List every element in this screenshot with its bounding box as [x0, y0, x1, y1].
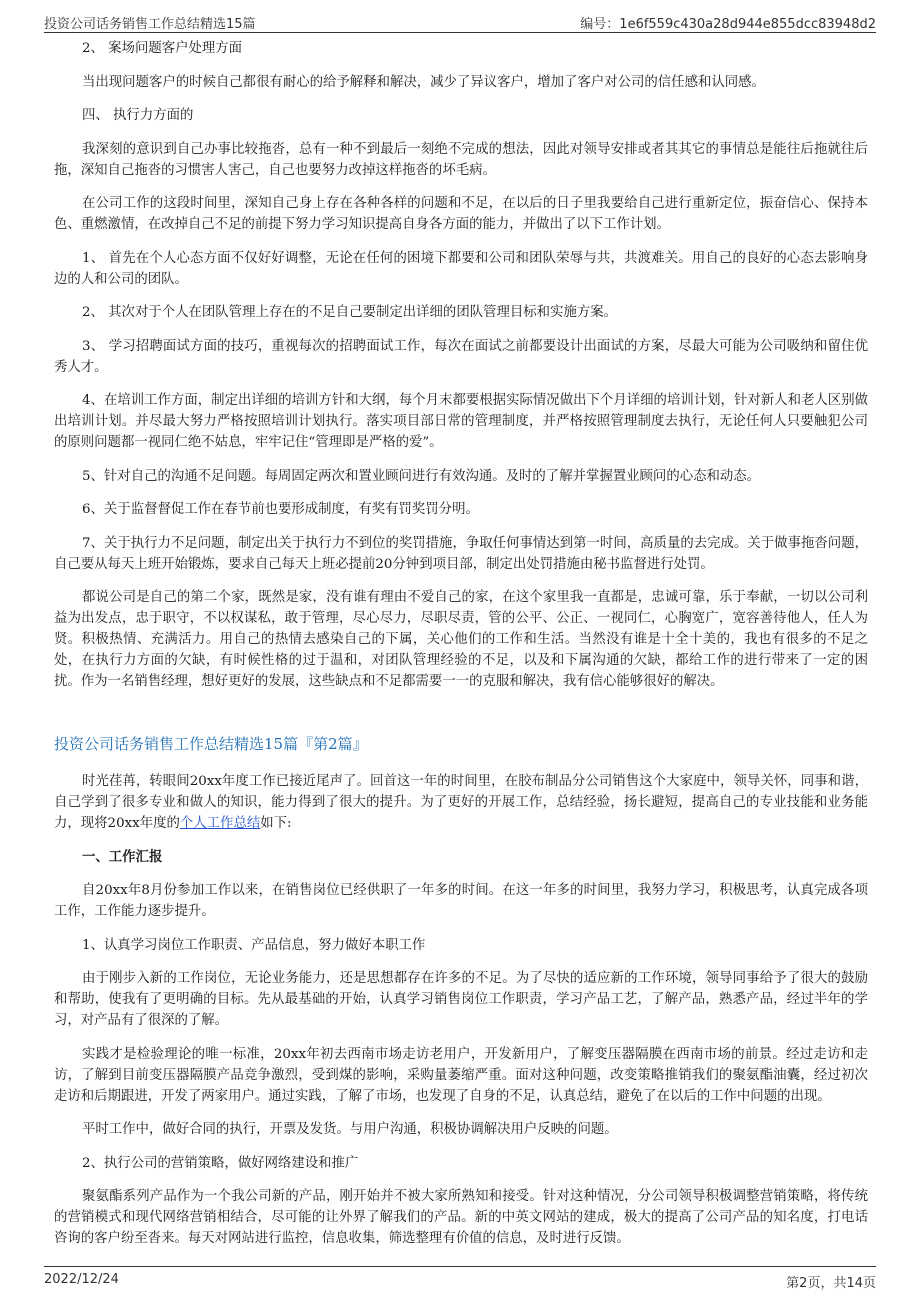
section-heading: 一、工作汇报 — [82, 848, 163, 865]
intro-text: 时光荏苒，转眼间20xx年度工作已接近尾声了。回首这一年的时间里，在胶布制品分公司销售这个大家庭中，领导关怀，同事和谐，自己学到了很多专业和做人的知识，能力得到了很大的提升。为了更好的开展工作，总结经验，扬长避短，提高自己的专业技能和业务能力，现将20xx年度的 — [54, 774, 868, 831]
paragraph: 在公司工作的这段时间里，深知自己身上存在各种各样的问题和不足，在以后的日子里我要给自己进行重新定位，振奋信心、保持本色、重燃激情，在改掉自己不足的前提下努力学习知识提高自身各方面的能力，并做出了以下工作计划。 — [54, 196, 868, 232]
paragraph: 由于刚步入新的工作岗位，无论业务能力，还是思想都存在许多的不足。为了尽快的适应新的工作环境，领导同事给予了很大的鼓励和帮助，使我有了更明确的目标。先从最基础的开始，认真学习销售岗位工作职责，学习产品工艺，了解产品，熟悉产品，经过半年的学习，对产品有了很深的了解。 — [54, 971, 868, 1028]
page-number: 第2页，共14页 — [786, 1276, 876, 1291]
paragraph: 4、在培训工作方面，制定出详细的培训方针和大纲，每个月末都要根据实际情况做出下个月详细的培训计划，针对新人和老人区别做出培训计划。并尽最大努力严格按照培训计划执行。落实项目部日常的管理制度，并严格按照管理制度去执行，无论任何人只要触犯公司的原则问题都一视同仁绝不姑息，牢牢记住“管理即是严格的爱”。 — [54, 393, 868, 450]
page-header — [44, 10, 876, 33]
paragraph: 四、 执行力方面的 — [82, 108, 194, 123]
paragraph: 2、 案场问题客户处理方面 — [82, 41, 243, 56]
page-footer — [44, 1266, 876, 1291]
paragraph: 我深刻的意识到自己办事比较拖沓，总有一种不到最后一刻绝不完成的想法，因此对领导安排或者其其它的事情总是能往后拖就往后拖，深知自己拖沓的习惯害人害己，自己也要努力改掉这样拖沓的坏毛病。 — [54, 141, 868, 178]
paragraph: 2、 其次对于个人在团队管理上存在的不足自己要制定出详细的团队管理目标和实施方案。 — [82, 305, 618, 320]
paragraph: 1、 首先在个人心态方面不仅好好调整，无论在任何的困境下都要和公司和团队荣辱与共，共渡难关。用自己的良好的心态去影响身边的人和公司的团队。 — [54, 250, 868, 287]
paragraph: 5、针对自己的沟通不足问题。每周固定两次和置业顾问进行有效沟通。及时的了解并掌握置业顾问的心态和动态。 — [82, 468, 761, 484]
footer-date: 2022/12/24 — [44, 1272, 119, 1287]
paragraph: 实践才是检验理论的唯一标准，20xx年初去西南市场走访老用户，开发新用户，了解变压器隔膜在西南市场的前景。经过走访和走访，了解到目前变压器隔膜产品竞争激烈，受到煤的影响，采购量萎缩严重。面对这种问题，改变策略推销我们的聚氨酯油囊，经过初次走访和后期跟进，开发了两家用户。通过实践，了解了市场，也发现了自身的不足，认真总结，避免了在以后的工作中问题的出现。 — [54, 1046, 868, 1104]
document-title: 投资公司话务销售工作总结精选15篇 — [44, 17, 256, 32]
paragraph: 当出现问题客户的时候自己都很有耐心的给予解释和解决，减少了异议客户，增加了客户对公司的信任感和认同感。 — [82, 74, 765, 90]
paragraph: 2、执行公司的营销策略，做好网络建设和推广 — [82, 1155, 359, 1171]
intro-paragraph — [54, 771, 868, 834]
document-body — [54, 38, 868, 1262]
paragraph: 自20xx年8月份参加工作以来，在销售岗位已经供职了一年多的时间。在这一年多的时间里，我努力学习，积极思考，认真完成各项工作，工作能力逐步提升。 — [54, 883, 868, 919]
paragraph: 6、关于监督督促工作在春节前也要形成制度，有奖有罚奖罚分明。 — [82, 502, 479, 517]
paragraph: 7、关于执行力不足问题，制定出关于执行力不到位的奖罚措施，争取任何事情达到第一时间，高质量的去完成。关于做事拖沓问题，自己要从每天上班开始锻炼，要求自己每天上班必提前20分钟到项目部，制定出处罚措施由秘书监督进行处罚。 — [54, 535, 868, 572]
intro-text-end: 如下: — [260, 816, 292, 831]
paragraph: 聚氨酯系列产品作为一个我公司新的产品，刚开始并不被大家所熟知和接受。针对这种情况，分公司领导积极调整营销策略，将传统的营销模式和现代网络营销相结合，尽可能的让外界了解我们的产品。新的中英文网站的建成，极大的提高了公司产品的知名度，打电话咨询的客户纷至沓来。每天对网站进行监控，信息收集，筛选整理有价值的信息，及时进行反馈。 — [54, 1189, 868, 1246]
section-title: 投资公司话务销售工作总结精选15篇『第2篇』 — [54, 735, 368, 753]
summary-link[interactable]: 个人工作总结 — [179, 816, 261, 831]
paragraph: 1、认真学习岗位工作职责、产品信息，努力做好本职工作 — [82, 937, 426, 953]
paragraph: 3、 学习招聘面试方面的技巧，重视每次的招聘面试工作，每次在面试之前都要设计出面试的方案，尽最大可能为公司吸纳和留住优秀人才。 — [54, 338, 868, 375]
document-serial: 编号：1e6f559c430a28d944e855dcc83948d2 — [580, 17, 876, 32]
paragraph: 平时工作中，做好合同的执行，开票及发货。与用户沟通，积极协调解决用户反映的问题。 — [82, 1122, 618, 1137]
paragraph: 都说公司是自己的第二个家，既然是家，没有谁有理由不爱自己的家，在这个家里我一直都是，忠诚可靠，乐于奉献，一切以公司利益为出发点，忠于职守，不以权谋私，敢于管理，尽心尽力，尽职尽责，管的公平、公正、一视同仁，心胸宽广，宽容善待他人，任人为贤。积极热情、充满活力。用自己的热情去感染自己的下属，关心他们的工作和生活。当然没有谁是十全十美的，我也有很多的不足之处，在执行力方面的欠缺，有时候性格的过于温和，对团队管理经验的不足，以及和下属沟通的欠缺，都给工作的进行带来了一定的困扰。作为一名销售经理，想好更好的发展，这些缺点和不足都需要一一的克服和解决，我有信心能够很好的解决。 — [54, 590, 868, 689]
